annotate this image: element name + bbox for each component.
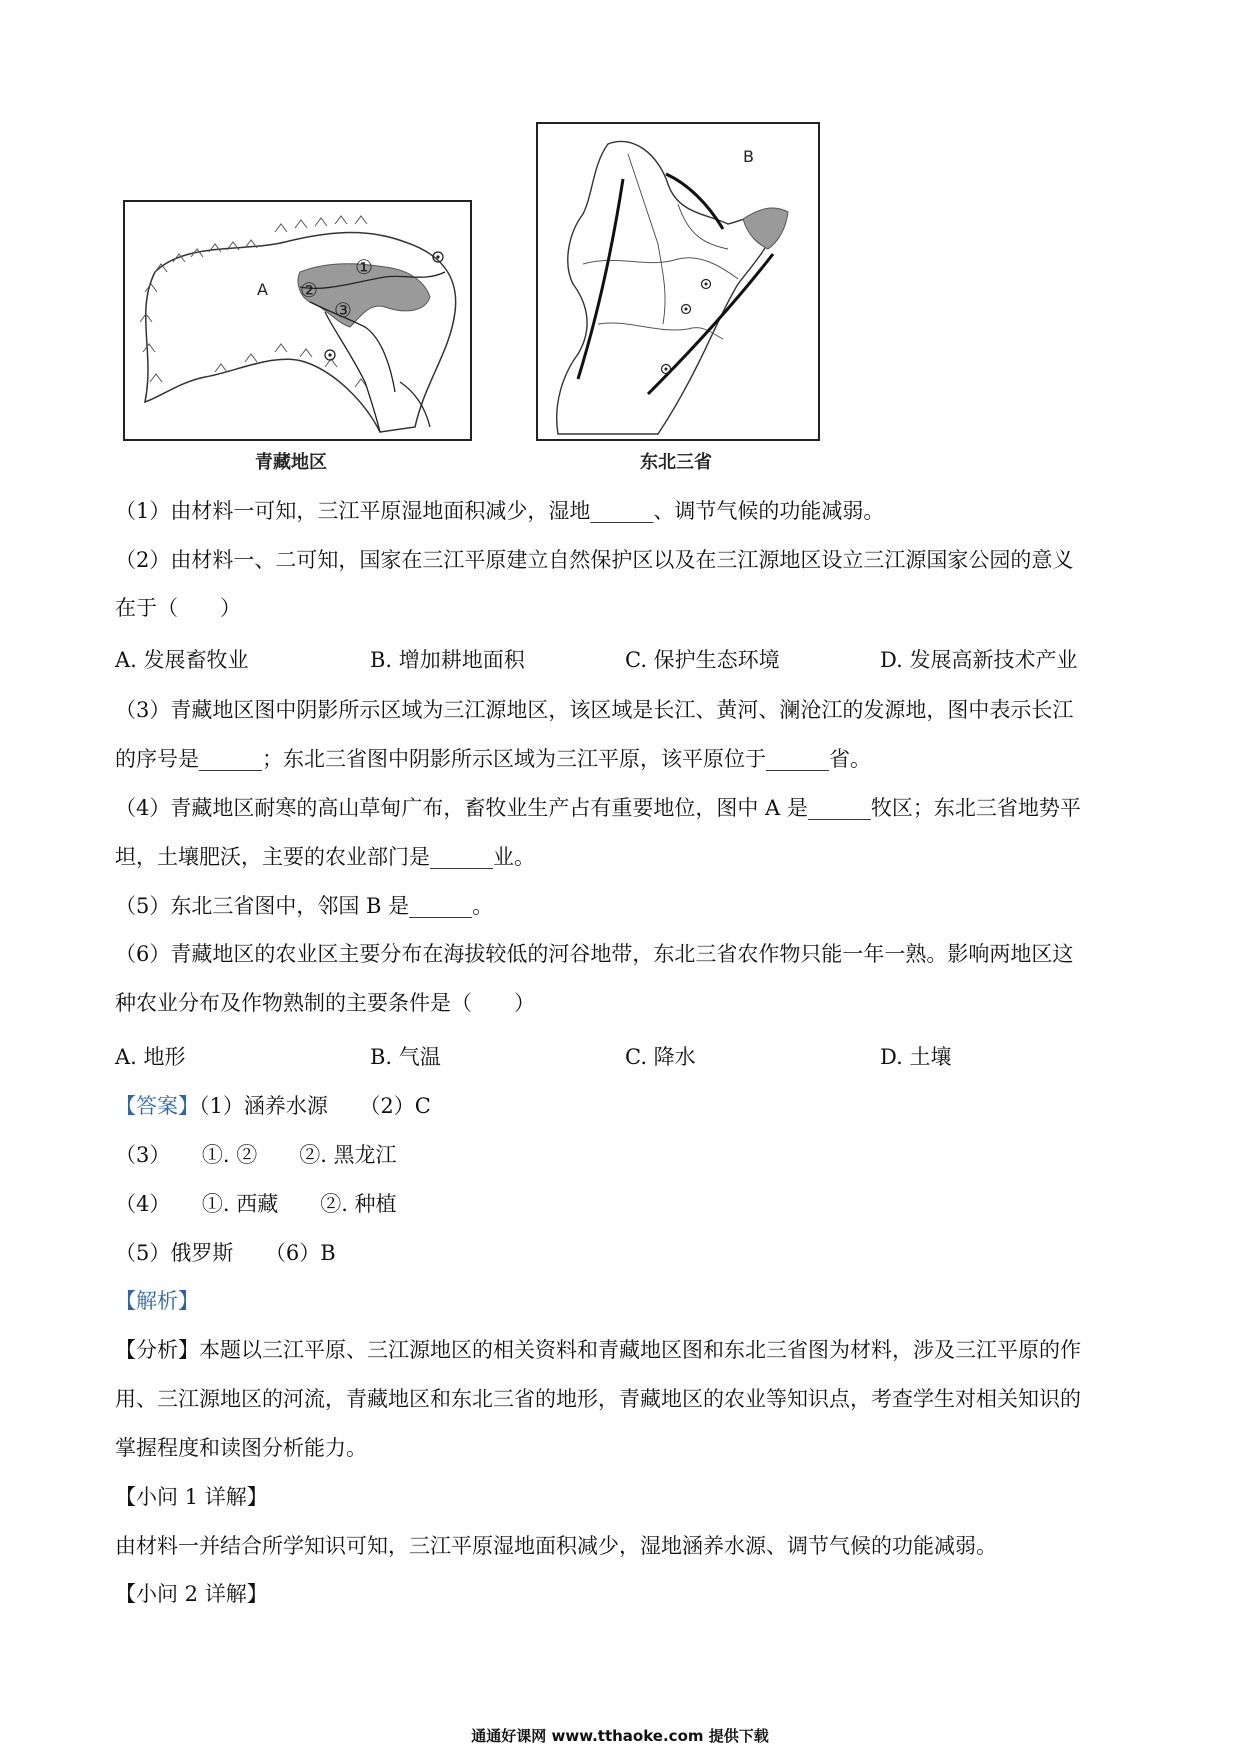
answer-5-6: （5）俄罗斯 （6）B — [115, 1241, 336, 1265]
question-1: （1）由材料一可知，三江平原湿地面积减少，湿地______、调节气候的功能减弱。 — [115, 499, 885, 523]
sub-question-1-title: 【小问 1 详解】 — [115, 1485, 268, 1509]
map-label-3: ③ — [334, 298, 352, 322]
right-map-caption: 东北三省 — [640, 452, 712, 473]
q6-option-b: B. 气温 — [370, 1045, 441, 1069]
northeast-map — [536, 122, 820, 441]
q6-option-c: C. 降水 — [625, 1045, 696, 1069]
question-2-line1: （2）由材料一、二可知，国家在三江平原建立自然保护区以及在三江源地区设立三江源国家公园的意义 — [115, 548, 1074, 572]
question-5: （5）东北三省图中，邻国 B 是______。 — [115, 894, 494, 918]
analysis-tag: 【解析】 — [115, 1289, 199, 1313]
question-3-line2: 的序号是______；东北三省图中阴影所示区域为三江平原，该平原位于______省。 — [115, 747, 871, 771]
map-label-2: ② — [300, 278, 318, 302]
map-label-1: ① — [355, 255, 373, 279]
sub-question-1-text: 由材料一并结合所学知识可知，三江平原湿地面积减少，湿地涵养水源、调节气候的功能减弱。 — [115, 1534, 997, 1558]
q2-option-b: B. 增加耕地面积 — [370, 648, 525, 672]
footer-watermark: 通通好课网 www.tthaoke.com 提供下载 — [471, 1727, 769, 1745]
answer-3: （3） ①. ② ②. 黑龙江 — [115, 1143, 397, 1167]
answer-tag: 【答案】 — [115, 1094, 199, 1118]
answer-4: （4） ①. 西藏 ②. 种植 — [115, 1192, 397, 1216]
northeast-map-drawing — [538, 124, 818, 439]
answer-line-1 — [115, 1092, 431, 1120]
q2-option-d: D. 发展高新技术产业 — [880, 648, 1078, 672]
question-2-line2: 在于（ ） — [115, 596, 241, 620]
question-6-line1: （6）青藏地区的农业区主要分布在海拔较低的河谷地带，东北三省农作物只能一年一熟。影响两地区这 — [115, 942, 1074, 966]
left-map-caption: 青藏地区 — [255, 452, 327, 473]
analysis-line-3: 掌握程度和读图分析能力。 — [115, 1436, 367, 1460]
question-3-line1: （3）青藏地区图中阴影所示区域为三江源地区，该区域是长江、黄河、澜沧江的发源地，图中表示长江 — [115, 698, 1074, 722]
analysis-line-2: 用、三江源地区的河流，青藏地区和东北三省的地形，青藏地区的农业等知识点，考查学生对相关知识的 — [115, 1387, 1081, 1411]
question-4-line2: 坦，土壤肥沃，主要的农业部门是______业。 — [115, 845, 535, 869]
qinghai-tibet-map-drawing — [125, 202, 470, 439]
q2-option-c: C. 保护生态环境 — [625, 648, 780, 672]
question-6-line2: 种农业分布及作物熟制的主要条件是（ ） — [115, 991, 535, 1015]
q6-option-a: A. 地形 — [115, 1045, 186, 1069]
qinghai-tibet-map — [123, 200, 472, 441]
question-4-line1: （4）青藏地区耐寒的高山草甸广布，畜牧业生产占有重要地位，图中 A 是______牧区；东北三省地势平 — [115, 796, 1081, 820]
analysis-line-1: 【分析】本题以三江平原、三江源地区的相关资料和青藏地区图和东北三省图为材料，涉及三江平原的作 — [115, 1338, 1081, 1362]
q2-option-a: A. 发展畜牧业 — [115, 648, 249, 672]
map-label-b: B — [743, 147, 754, 166]
q6-option-d: D. 土壤 — [880, 1045, 952, 1069]
sub-question-2-title: 【小问 2 详解】 — [115, 1582, 268, 1606]
answer-1-2: （1）涵养水源 （2）C — [199, 1094, 431, 1118]
map-label-a: A — [257, 280, 268, 299]
